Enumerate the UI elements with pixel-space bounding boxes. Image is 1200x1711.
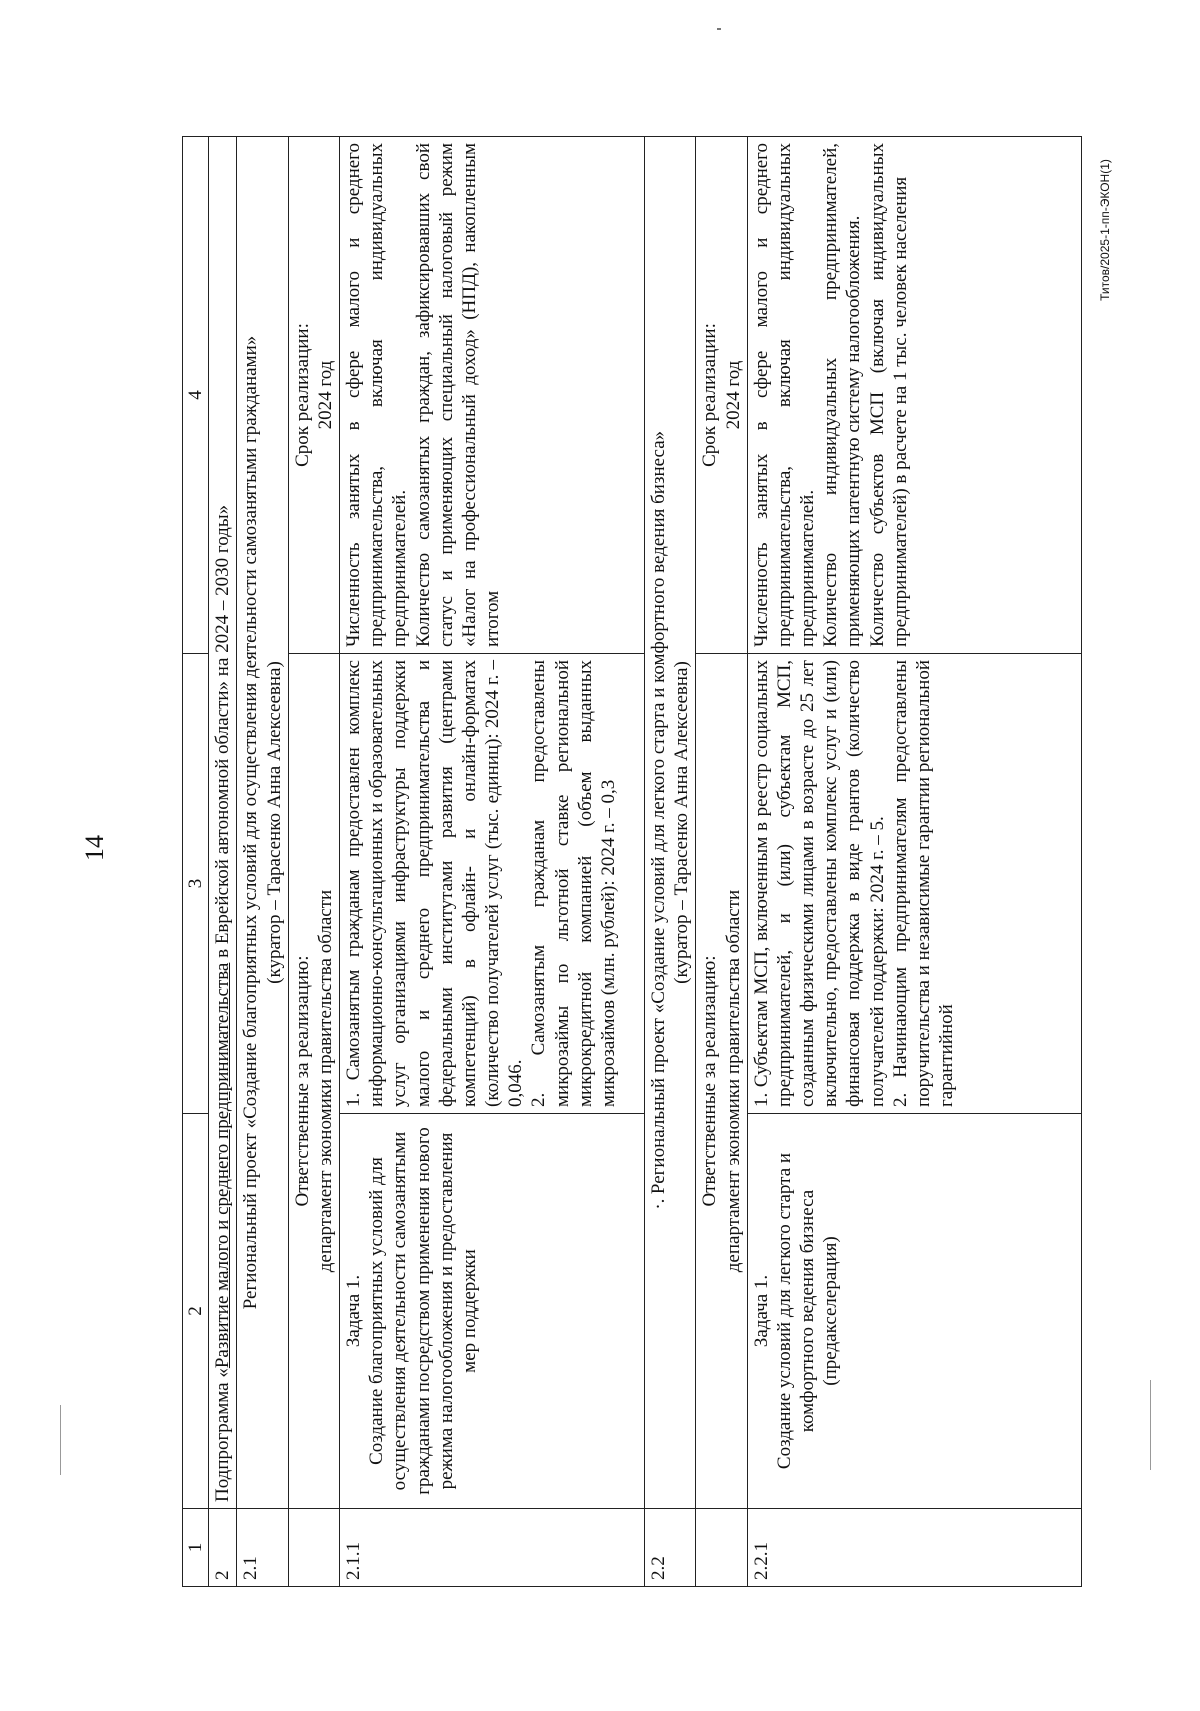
row-number: 2.2 [645,1509,696,1587]
results-cell: 1. Субъектам МСП, включенным в реестр социальных предпринимателей, и (или) субъектам МСП, созданным физическими лицами в возрасте до 25 лет включительно, предоставлены комплекс услуг и (или) финансовая поддержка в виде грантов (количество получателей поддержки: 2024 г. – 5. 2. Начинающим предпринимателям предоставлены поручительства и независимые гарантии региональной гарантийной [747,654,1081,1114]
responsible-cell: Ответственные за реализацию: департамент экономики правительства области [288,654,339,1509]
column-number: 2 [183,1114,209,1509]
column-number-row [183,137,209,1587]
regional-project-row [645,137,696,1587]
footer-document-code: Титов/2025-1-пп-ЭКОН(1) [1098,159,1112,301]
task-row [747,137,1081,1587]
responsibility-row [696,137,747,1587]
subprogram-row [209,137,237,1587]
task-cell: Задача 1. Создание условий для легкого старта и комфортного ведения бизнеса (предакселерация) [747,1114,1081,1509]
column-number: 3 [183,654,209,1114]
responsibility-row [288,137,339,1587]
term-cell: Срок реализации: 2024 год [696,137,747,654]
scan-margin-line [60,1405,61,1475]
regional-project-title: ·.Региональный проект «Создание условий для легкого старта и комфортного ведения бизнеса» (куратор – Тарасенко Анна Алексеевна) [645,137,696,1509]
column-number: 1 [183,1509,209,1587]
page-number: 14 [80,835,109,861]
regional-project-title: Региональный проект «Создание благоприятных условий для осуществления деятельности самозанятыми гражданами» (куратор – Тарасенко Анна Алексеевна) [237,137,288,1509]
results-cell: 1. Самозанятым гражданам предоставлен комплекс информационно-консультационных и образовательных услуг организациями инфраструктуры поддержки малого и среднего предпринимательства и федеральными институтами развития (центрами компетенций) в офлайн- и онлайн-форматах (количество получателей услуг (тыс. единиц): 2024 г. – 0,046. 2. Самозанятым гражданам предоставлены микрозаймы по льготной ставке региональной микрокредитной компанией (объем выданных микрозаймов (млн. рублей): 2024 г. – 0,3 [340,654,645,1114]
regional-project-row [237,137,288,1587]
column-number: 4 [183,137,209,654]
row-number: 2 [209,1509,237,1587]
row-number: 2.1 [237,1509,288,1587]
indicators-cell: Численность занятых в сфере малого и среднего предпринимательства, включая индивидуальных предпринимателей. Количество индивидуальных предпринимателей, применяющих патентную систему налогообложения. Количество субъектов МСП (включая индивидуальных предпринимателей) в расчете на 1 тыс. человек населения [747,137,1081,654]
subprogram-title: Подпрограмма «Развитие малого и среднего предпринимательства в Еврейской автономной области» на 2024 – 2030 годы» [209,137,237,1509]
program-table [182,136,1082,1587]
task-row [340,137,645,1587]
scan-margin-line [1150,1380,1151,1470]
term-cell: Срок реализации: 2024 год [288,137,339,654]
responsible-cell: Ответственные за реализацию: департамент экономики правительства области [696,654,747,1509]
task-cell: Задача 1. Создание благоприятных условий для осуществления деятельности самозанятыми гражданами посредством применения нового режима налогообложения и предоставления мер поддержки [340,1114,645,1509]
scan-speck [717,28,721,30]
row-number: 2.2.1 [747,1509,1081,1587]
indicators-cell: Численность занятых в сфере малого и среднего предпринимательства, включая индивидуальных предпринимателей. Количество самозанятых граждан, зафиксировавших свой статус и применяющих специальный налоговый режим «Налог на профессиональный доход» (НПД), накопленным итогом [340,137,645,654]
row-number: 2.1.1 [340,1509,645,1587]
rotated-table-container [182,137,1082,1587]
